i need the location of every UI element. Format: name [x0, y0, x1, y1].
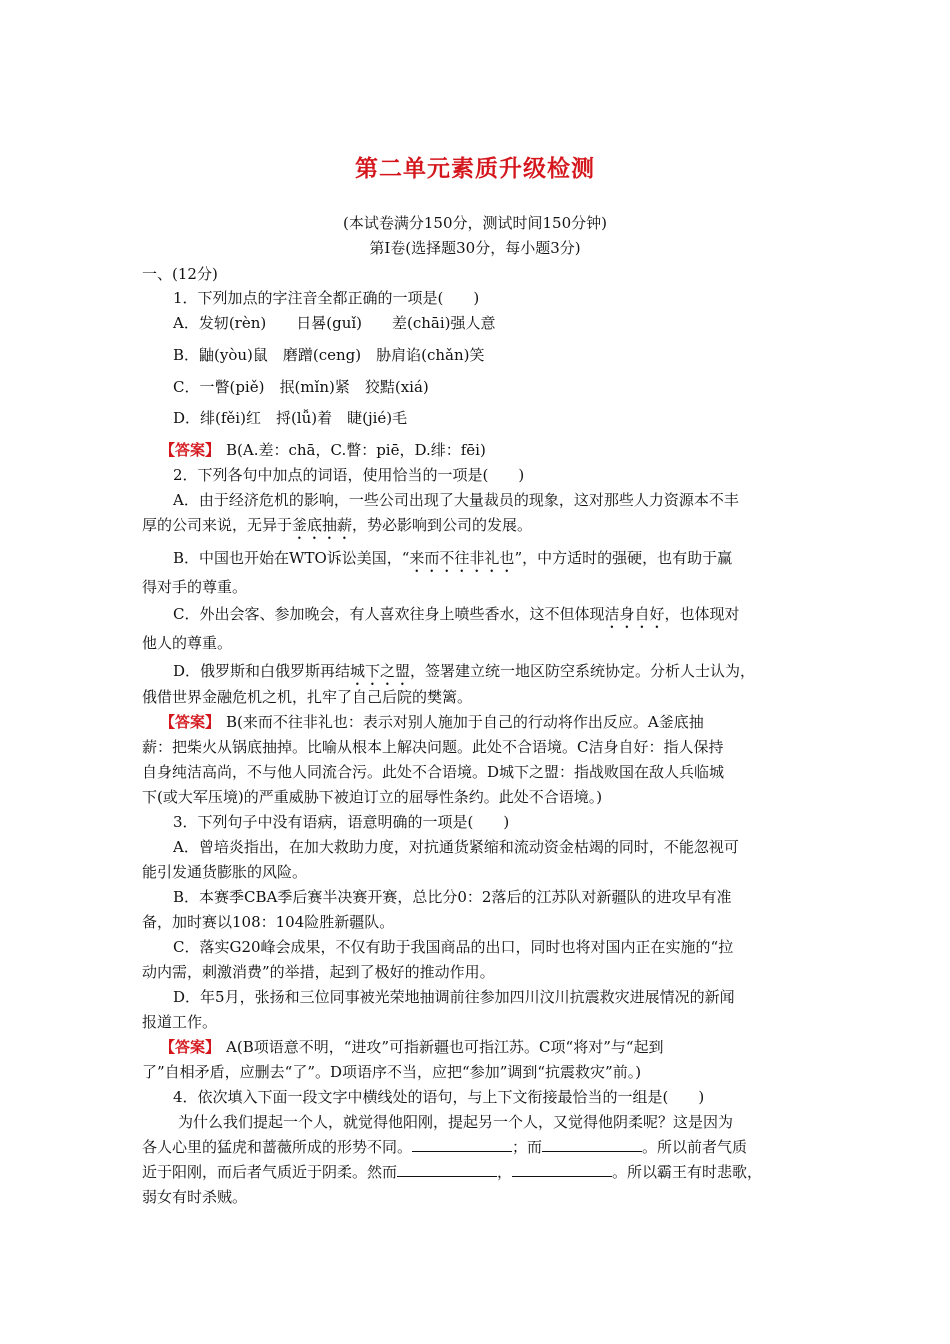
fill-blank: [542, 1137, 642, 1152]
text-span: ，势必影响到公司的发展。: [352, 516, 533, 534]
q3-answer-line1: [160, 1036, 840, 1058]
text-span: B．中国也开始在WTO诉讼美国，“: [173, 549, 410, 567]
text-span: ；而: [512, 1138, 543, 1156]
q2-answer-line1: [160, 711, 840, 733]
answer-text: B(来而不往非礼也：表示对别人施加于自己的行动将作出反应。A釜底抽: [226, 713, 704, 731]
q3-option-b-line1: B．本赛季CBA季后赛半决赛开赛，总比分0：2落后的江苏队对新疆队的进攻早有准: [173, 888, 732, 906]
document-title: 第二单元素质升级检测: [355, 155, 595, 182]
q2-option-c-line2: 他人的尊重。: [142, 634, 233, 652]
fill-blank: [512, 1162, 612, 1177]
q2-option-b-line1: [173, 547, 853, 576]
answer-text: B(A.差：chā，C.瞥：piē，D.绯：fēi): [226, 441, 486, 459]
q2-answer-line2: 薪：把柴火从锅底抽掉。比喻从根本上解决问题。此处不合语境。C洁身自好：指人保持: [142, 738, 724, 756]
q3-option-c-line1: C．落实G20峰会成果，不仅有助于我国商品的出口，同时也将对国内正在实施的“拉: [173, 938, 734, 956]
q1-option-c: C．一瞥(piě) 抿(mǐn)紧 狡黠(xiá): [173, 378, 429, 396]
text-span: 厚的公司来说，无异于: [142, 516, 293, 534]
q3-option-c-line2: 动内需，刺激消费”的举措，起到了极好的推动作用。: [142, 963, 495, 981]
q3-option-b-line2: 备，加时赛以108：104险胜新疆队。: [142, 913, 395, 931]
dotted-phrase: 釜底抽薪: [292, 516, 353, 534]
volume-heading: 第Ⅰ卷(选择题30分，每小题3分): [369, 239, 581, 257]
dotted-phrase: 洁身自好: [604, 605, 665, 623]
q3-stem: 3．下列句子中没有语病，语意明确的一项是( ): [173, 813, 510, 831]
text-span: ”，中方适时的强硬，也有助于赢: [514, 549, 733, 567]
q2-stem: 2．下列各句中加点的词语，使用恰当的一项是( ): [173, 466, 525, 484]
q4-stem: 4．依次填入下面一段文字中横线处的语句，与上下文衔接最恰当的一组是( ): [173, 1088, 705, 1106]
q1-option-d: D．绯(fěi)红 捋(lǚ)着 睫(jié)毛: [173, 409, 408, 427]
dotted-phrase: 来而不往非礼也: [409, 549, 515, 567]
q2-option-a-line2: [142, 514, 822, 543]
text-span: ，签署建立统一地区防空系统协定。分析人士认为，: [410, 662, 756, 680]
q3-option-d-line1: D．年5月，张扬和三位同事被光荣地抽调前往参加四川汶川抗震救灾进展情况的新闻: [173, 988, 735, 1006]
q2-option-d-line2: 俄借世界金融危机之机，扎牢了自己后院的樊篱。: [142, 688, 473, 706]
q2-option-c-line1: [173, 603, 853, 632]
text-span: 。所以前者气质: [642, 1138, 748, 1156]
fill-blank: [412, 1137, 512, 1152]
q1-answer: [160, 439, 840, 461]
section-heading: 一、(12分): [142, 265, 218, 283]
q1-option-a: A．发轫(rèn) 日晷(guǐ) 差(chāi)强人意: [173, 314, 496, 332]
answer-label: 【答案】: [160, 1038, 221, 1056]
q4-passage-line1: 为什么我们提起一个人，就觉得他阳刚，提起另一个人，又觉得他阴柔呢？这是因为: [178, 1113, 734, 1131]
q3-option-a-line1: A．曾培炎指出，在加大救助力度，对抗通货紧缩和流动资金枯竭的同时，不能忽视可: [173, 838, 739, 856]
q1-stem: 1．下列加点的字注音全都正确的一项是( ): [173, 289, 480, 307]
q3-answer-line2: 了”自相矛盾，应删去“了”。D项语序不当，应把“参加”调到“抗震救灾”前。): [142, 1063, 642, 1081]
q4-passage-line3: [142, 1161, 822, 1183]
q2-answer-line4: 下(或大军压境)的严重威胁下被迫订立的屈辱性条约。此处不合语境。): [142, 788, 603, 806]
q4-passage-line4: 弱女有时杀贼。: [142, 1188, 248, 1206]
answer-text: A(B项语意不明，“进攻”可指新疆也可指江苏。C项“将对”与“起到: [226, 1038, 664, 1056]
q2-option-a-line1: A．由于经济危机的影响，一些公司出现了大量裁员的现象，这对那些人力资源本不丰: [173, 491, 739, 509]
dotted-phrase: 城下之盟: [350, 662, 411, 680]
q2-answer-line3: 自身纯洁高尚，不与他人同流合污。此处不合语境。D城下之盟：指战败国在敌人兵临城: [142, 763, 725, 781]
answer-label: 【答案】: [160, 441, 221, 459]
q4-passage-line2: [142, 1136, 822, 1158]
fill-blank: [397, 1162, 497, 1177]
q1-option-b: B．鼬(yòu)鼠 磨蹭(ceng) 胁肩谄(chǎn)笑: [173, 346, 485, 364]
text-span: D．俄罗斯和白俄罗斯再结: [173, 662, 351, 680]
q2-option-b-line2: 得对手的尊重。: [142, 578, 248, 596]
text-span: ，也体现对: [664, 605, 740, 623]
answer-label: 【答案】: [160, 713, 221, 731]
q2-option-d-line1: [173, 660, 853, 689]
text-span: ，: [497, 1163, 513, 1181]
text-span: 各人心里的猛虎和蔷薇所成的形势不同。: [142, 1138, 413, 1156]
text-span: 近于阳刚，而后者气质近于阴柔。然而: [142, 1163, 398, 1181]
q3-option-a-line2: 能引发通货膨胀的风险。: [142, 863, 308, 881]
exam-info: (本试卷满分150分，测试时间150分钟): [343, 214, 607, 232]
text-span: C．外出会客、参加晚会，有人喜欢往身上喷些香水，这不但体现: [173, 605, 605, 623]
text-span: 。所以霸王有时悲歌，: [612, 1163, 763, 1181]
q3-option-d-line2: 报道工作。: [142, 1013, 218, 1031]
